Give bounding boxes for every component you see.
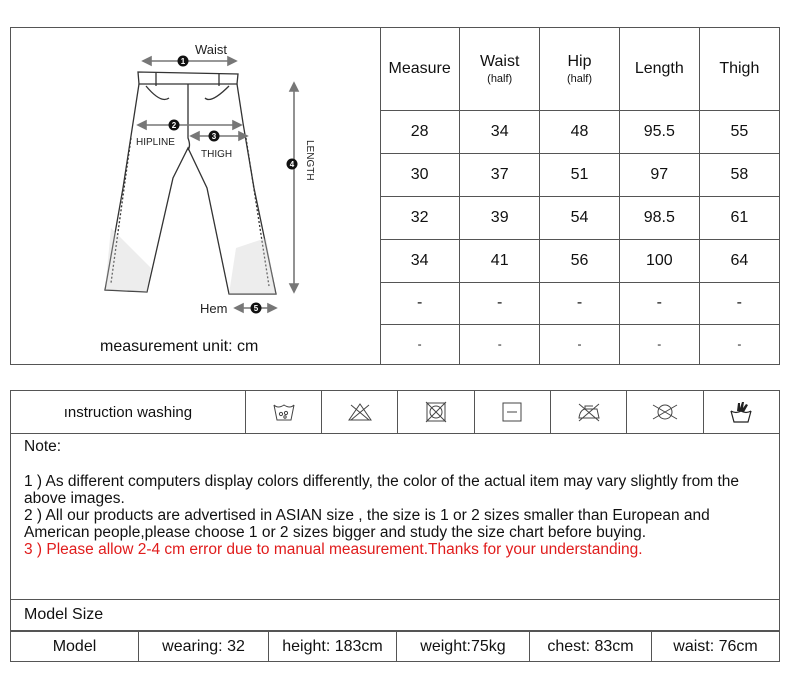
do-not-dry-clean-icon: [627, 391, 703, 433]
model-wearing: wearing: 32: [139, 632, 269, 661]
model-size-title: Model Size: [10, 600, 780, 631]
marker-2: 2: [171, 121, 177, 130]
washing-label: ınstruction washing: [11, 391, 246, 433]
hand-wash-icon: [246, 391, 322, 433]
header-measure: Measure: [380, 28, 460, 110]
pants-illustration: [11, 28, 380, 328]
table-cell: -: [619, 324, 699, 364]
table-cell: -: [380, 324, 460, 364]
size-chart: [10, 27, 780, 365]
waist-label: Waist: [195, 42, 228, 57]
hipline-label: HIPLINE: [136, 137, 175, 148]
note-item-1: 1 ) As different computers display colors differently, the color of the actual item may vary slightly from the above images.: [24, 473, 740, 507]
table-cell: 48: [540, 110, 620, 153]
model-height: height: 183cm: [269, 632, 397, 661]
table-row: [380, 196, 779, 239]
header-thigh: Thigh: [699, 28, 779, 110]
table-cell: 54: [540, 196, 620, 239]
table-cell: 41: [460, 239, 540, 282]
table-cell: -: [380, 282, 460, 324]
table-cell: 37: [460, 153, 540, 196]
header-hip: Hip (half): [540, 28, 620, 110]
washing-instructions: [10, 390, 780, 434]
length-label: LENGTH: [304, 140, 315, 181]
hand-wash-only-icon: [704, 391, 779, 433]
table-cell: 34: [460, 110, 540, 153]
table-cell: 58: [699, 153, 779, 196]
pants-diagram: [11, 28, 381, 364]
model-chest: chest: 83cm: [530, 632, 652, 661]
table-row: [380, 153, 779, 196]
do-not-bleach-icon: [322, 391, 398, 433]
size-table: [380, 28, 779, 364]
table-cell: -: [460, 282, 540, 324]
do-not-iron-icon: [551, 391, 627, 433]
note-item-3: 3 ) Please allow 2-4 cm error due to manual measurement.Thanks for your understanding.: [24, 541, 643, 558]
header-waist: Waist (half): [460, 28, 540, 110]
model-weight: weight:75kg: [397, 632, 530, 661]
table-cell: 55: [699, 110, 779, 153]
note-item-2: 2 ) All our products are advertised in ASIAN size , the size is 1 or 2 sizes smaller than European and American people,please choose 1 or 2 sizes bigger and study the size chart before buying.: [24, 507, 710, 541]
table-cell: -: [540, 282, 620, 324]
table-cell: 95.5: [619, 110, 699, 153]
table-cell: 34: [380, 239, 460, 282]
thigh-label: THIGH: [201, 149, 233, 160]
table-cell: 28: [380, 110, 460, 153]
table-cell: 56: [540, 239, 620, 282]
table-cell: 61: [699, 196, 779, 239]
table-cell: 100: [619, 239, 699, 282]
table-cell: -: [699, 282, 779, 324]
marker-1: 1: [180, 57, 186, 66]
table-cell: -: [460, 324, 540, 364]
note-title: Note:: [24, 438, 62, 455]
table-cell: 39: [460, 196, 540, 239]
table-cell: 97: [619, 153, 699, 196]
table-row: [380, 282, 779, 324]
table-cell: -: [699, 324, 779, 364]
table-cell: 30: [380, 153, 460, 196]
marker-3: 3: [211, 132, 217, 141]
note-section: [10, 434, 780, 600]
model-label: Model: [11, 632, 139, 661]
table-cell: 51: [540, 153, 620, 196]
model-waist: waist: 76cm: [673, 637, 758, 655]
table-cell: -: [540, 324, 620, 364]
hem-label: Hem: [200, 301, 228, 316]
table-row: [380, 324, 779, 364]
header-length: Length: [619, 28, 699, 110]
model-size-row: [10, 631, 780, 662]
marker-4: 4: [289, 160, 295, 169]
table-row: [380, 239, 779, 282]
dry-flat-icon: [475, 391, 551, 433]
table-cell: -: [619, 282, 699, 324]
do-not-tumble-dry-icon: [398, 391, 474, 433]
table-cell: 32: [380, 196, 460, 239]
table-cell: 64: [699, 239, 779, 282]
table-row: [380, 110, 779, 153]
marker-5: 5: [253, 304, 259, 313]
measurement-unit: measurement unit: cm: [100, 338, 259, 355]
table-header-row: [380, 28, 779, 110]
table-cell: 98.5: [619, 196, 699, 239]
